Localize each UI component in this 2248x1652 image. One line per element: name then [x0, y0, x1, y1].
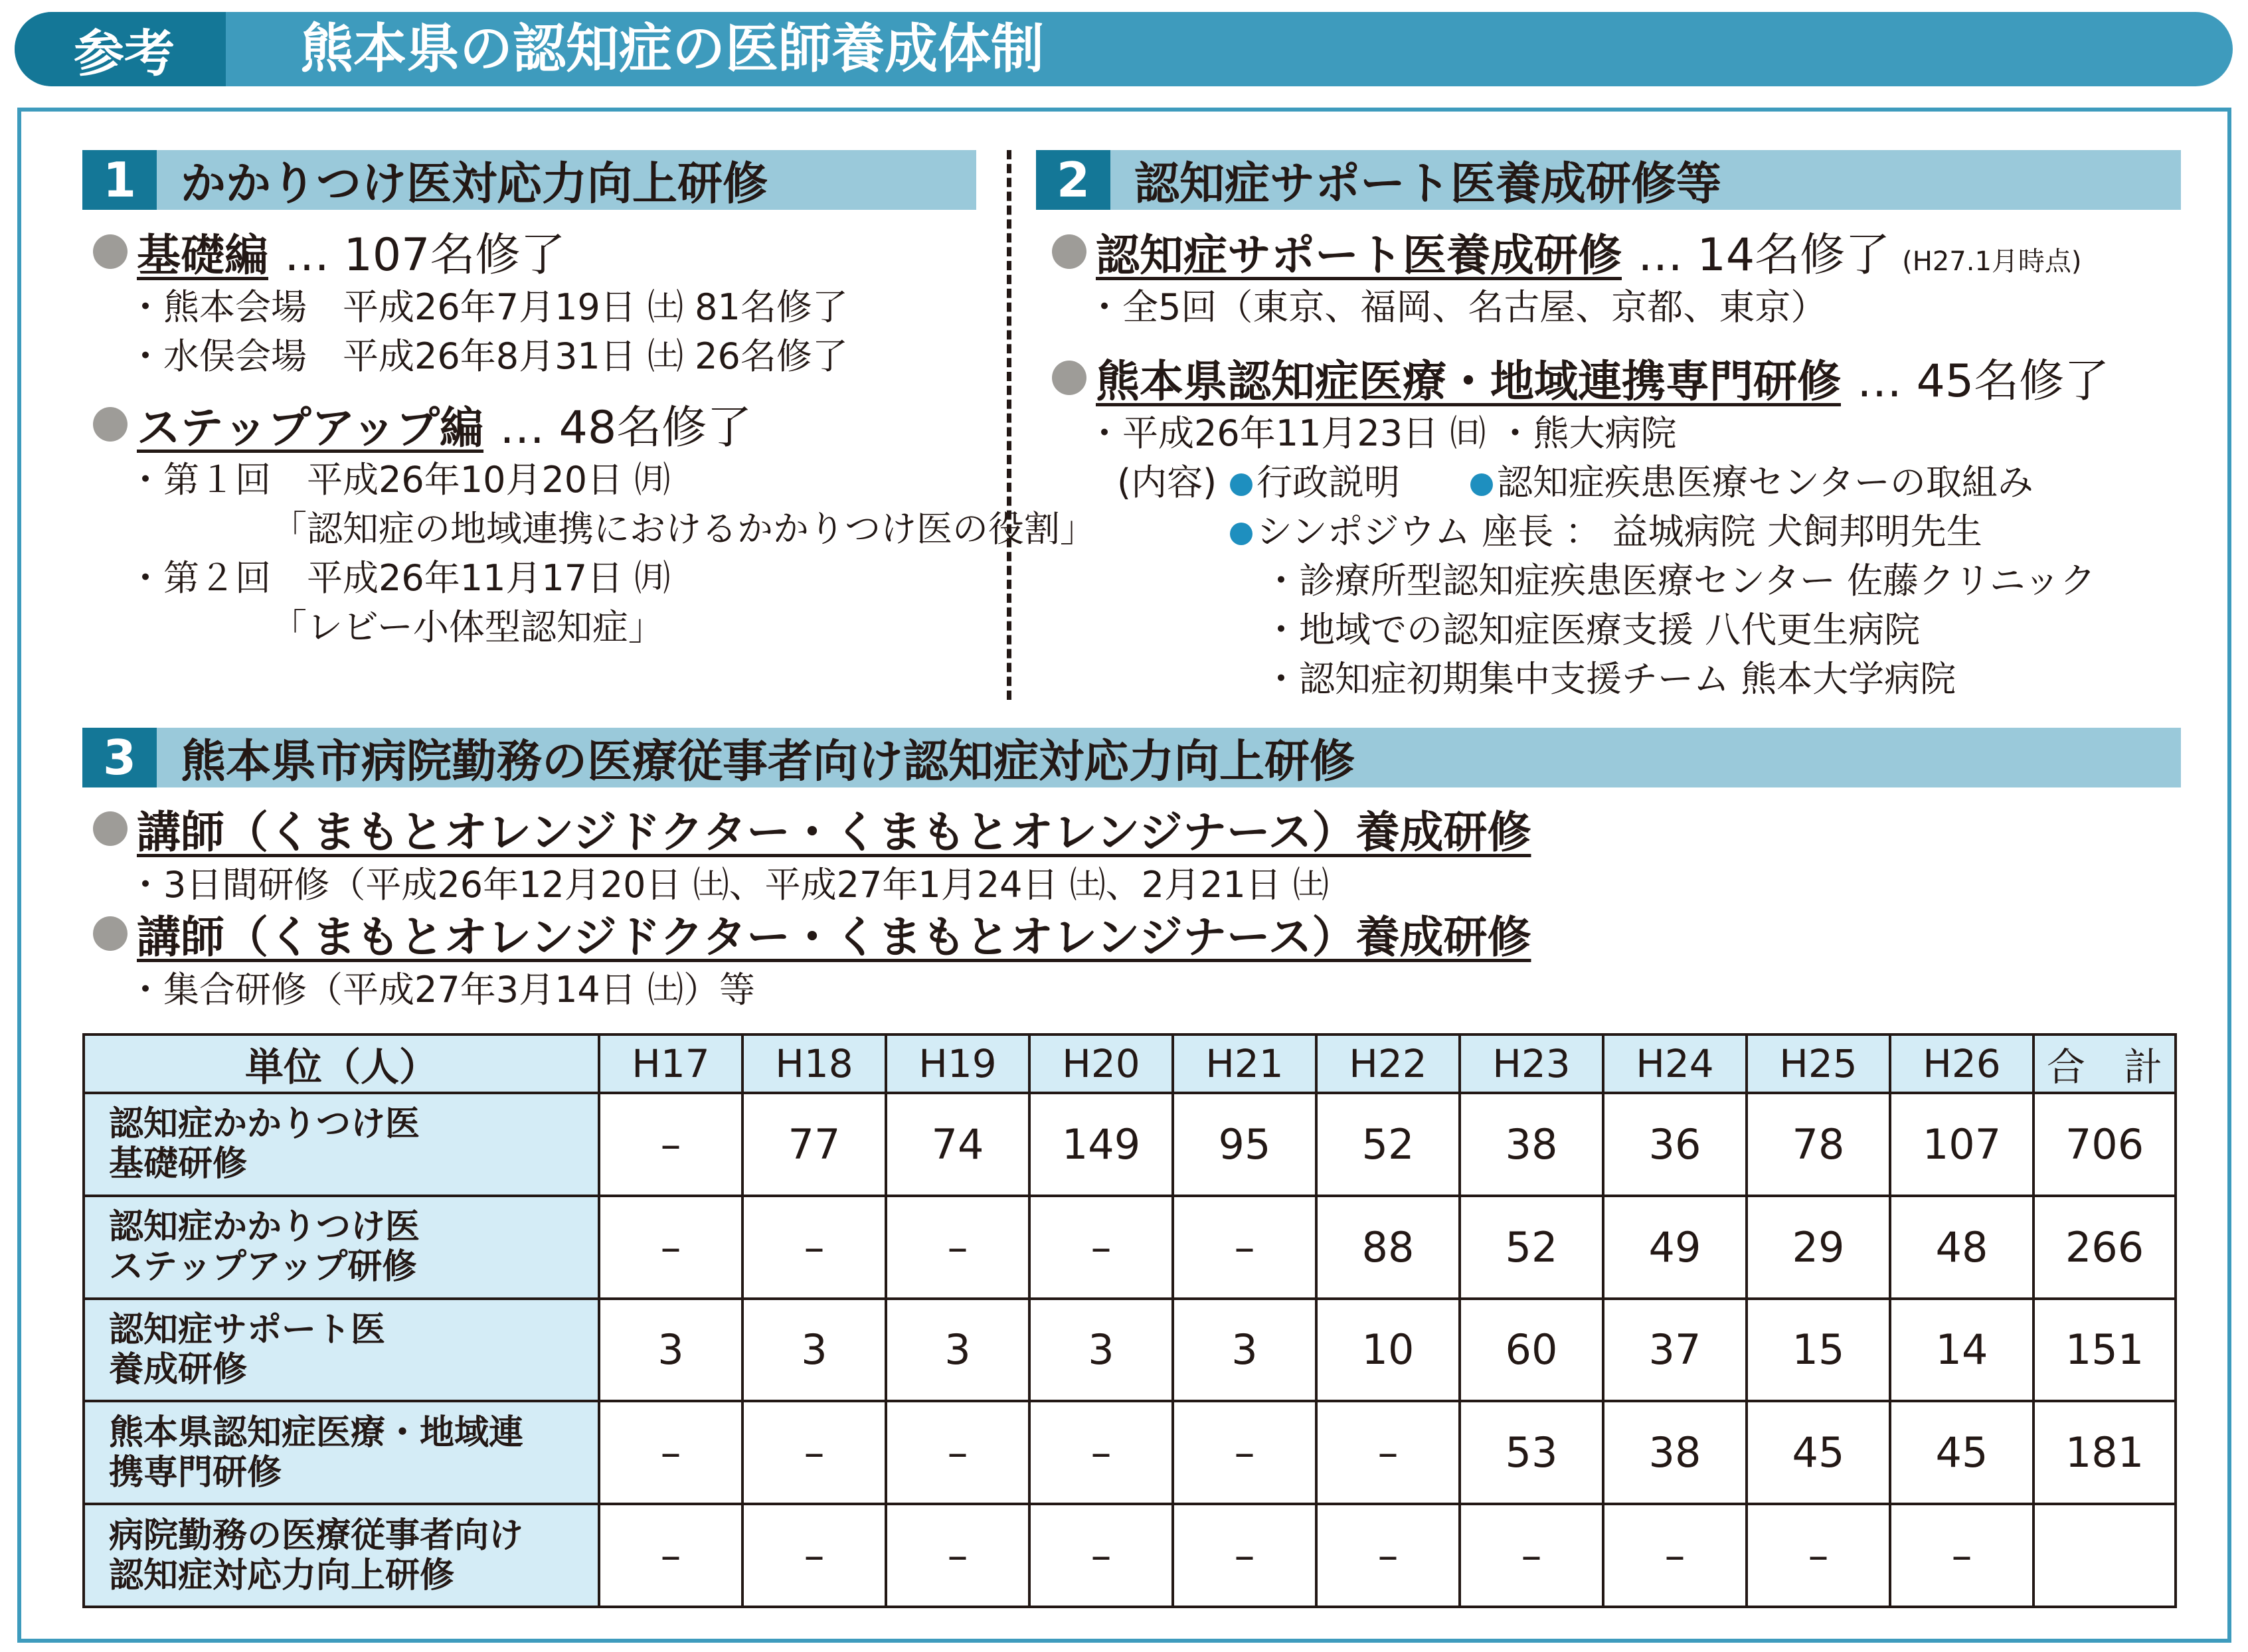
table-cell: – — [599, 1504, 742, 1607]
step-item: 「認知症の地域連携におけるかかりつけ医の役割」 — [271, 508, 1096, 550]
step-heading: ステップアップ編 — [137, 402, 484, 454]
kiso-heading-line — [93, 219, 565, 284]
support-note: (H27.1月時点) — [1902, 246, 2082, 277]
lecturer-heading: 講師（くまもとオレンジドクター・くまもとオレンジナース）養成研修 — [137, 912, 1531, 963]
table-cell: 149 — [1029, 1093, 1173, 1196]
table-cell: – — [886, 1401, 1029, 1504]
support-count: … 14名修了 — [1638, 229, 1891, 282]
page-banner — [15, 12, 2233, 86]
column-header: H22 — [1316, 1034, 1460, 1093]
kumamoto-item-text: 認知症疾患医療センターの取組み — [1497, 461, 2033, 503]
kumamoto-item-text: 行政説明 — [1256, 461, 1400, 503]
kumamoto-item — [1230, 503, 1982, 554]
step-item: 「レビー小体型認知症」 — [271, 606, 664, 648]
table-cell: 151 — [2033, 1299, 2176, 1402]
table-cell: 14 — [1890, 1299, 2033, 1402]
bullet-dot-icon — [1052, 361, 1086, 395]
support-heading-line — [1052, 219, 2082, 284]
step-count: … 48名修了 — [499, 402, 752, 454]
table-cell: 3 — [599, 1299, 742, 1402]
kiso-item: ・水俣会場 平成26年8月31日 ㈯ 26名修了 — [128, 335, 848, 377]
table-cell: 38 — [1460, 1093, 1603, 1196]
step-heading-line — [93, 392, 752, 456]
table-cell: 74 — [886, 1093, 1029, 1196]
table-cell: – — [1029, 1504, 1173, 1607]
column-header: H26 — [1890, 1034, 2033, 1093]
table-cell: 15 — [1747, 1299, 1890, 1402]
table-cell: 48 — [1890, 1196, 2033, 1299]
bullet-dot-icon — [1052, 234, 1086, 269]
table-header-row — [84, 1034, 2176, 1093]
lecturer-heading-line — [93, 797, 1531, 860]
table-cell: – — [886, 1504, 1029, 1607]
table-cell: – — [599, 1093, 742, 1196]
kiso-heading: 基礎編 — [137, 230, 268, 281]
bullet-dot-icon — [93, 234, 128, 269]
table-cell: 52 — [1460, 1196, 1603, 1299]
kumamoto-item — [1470, 454, 2033, 505]
column-header: H20 — [1029, 1034, 1173, 1093]
table-body — [84, 1093, 2176, 1607]
kiso-count: … 107名修了 — [284, 229, 566, 282]
table-cell: 3 — [1029, 1299, 1173, 1402]
row-label: 認知症かかりつけ医 基礎研修 — [84, 1093, 599, 1196]
section-3-number: 3 — [82, 728, 157, 787]
table-cell: 3 — [886, 1299, 1029, 1402]
table-row — [84, 1299, 2176, 1402]
column-divider — [1007, 150, 1011, 700]
table-cell: 3 — [1173, 1299, 1316, 1402]
section-1-number: 1 — [82, 150, 157, 210]
step-item: ・第１回 平成26年10月20日 ㈪ — [128, 459, 671, 501]
table-cell: 77 — [742, 1093, 886, 1196]
column-header: H24 — [1603, 1034, 1747, 1093]
kumamoto-heading-line — [1052, 345, 2109, 410]
table-cell: – — [1173, 1504, 1316, 1607]
row-label: 認知症サポート医 養成研修 — [84, 1299, 599, 1402]
table-cell: 3 — [742, 1299, 886, 1402]
row-label: 病院勤務の医療従事者向け 認知症対応力向上研修 — [84, 1504, 599, 1607]
banner-tag: 参考 — [15, 12, 226, 86]
bullet-dot-icon — [93, 811, 128, 846]
column-header: H23 — [1460, 1034, 1603, 1093]
kumamoto-item — [1230, 454, 1400, 505]
blue-dot-icon — [1230, 473, 1253, 496]
blue-dot-icon — [1470, 473, 1493, 496]
lecturer-detail: ・3日間研修（平成26年12月20日 ㈯、平成27年1月24日 ㈯、2月21日 ㈯ — [128, 864, 1329, 906]
table-cell: 36 — [1603, 1093, 1747, 1196]
bullet-dot-icon — [93, 916, 128, 951]
support-heading: 認知症サポート医養成研修 — [1096, 230, 1622, 281]
column-header: H18 — [742, 1034, 886, 1093]
table-row — [84, 1093, 2176, 1196]
section-2-title: 認知症サポート医養成研修等 — [1134, 157, 1722, 210]
table-cell: – — [1460, 1504, 1603, 1607]
kumamoto-count: … 45名修了 — [1857, 355, 2110, 408]
table-cell: 88 — [1316, 1196, 1460, 1299]
table-cell: – — [1173, 1196, 1316, 1299]
table-row — [84, 1196, 2176, 1299]
table-cell: 181 — [2033, 1401, 2176, 1504]
table-cell: 60 — [1460, 1299, 1603, 1402]
support-item: ・全5回（東京、福岡、名古屋、京都、東京） — [1086, 286, 1827, 328]
table-cell: 706 — [2033, 1093, 2176, 1196]
kumamoto-subitem: ・診療所型認知症疾患医療センター 佐藤クリニック — [1263, 560, 2096, 602]
table-cell: – — [1173, 1401, 1316, 1504]
table-cell: 49 — [1603, 1196, 1747, 1299]
kumamoto-heading: 熊本県認知症医療・地域連携専門研修 — [1096, 356, 1841, 407]
table-cell: 10 — [1316, 1299, 1460, 1402]
kumamoto-subitem: ・認知症初期集中支援チーム 熊本大学病院 — [1263, 658, 1956, 700]
table-cell: – — [1316, 1401, 1460, 1504]
column-header: 合 計 — [2033, 1034, 2176, 1093]
row-label: 熊本県認知症医療・地域連 携専門研修 — [84, 1401, 599, 1504]
step-item: ・第２回 平成26年11月17日 ㈪ — [128, 557, 671, 599]
column-header: H19 — [886, 1034, 1029, 1093]
table-cell: – — [1747, 1504, 1890, 1607]
table-cell: 78 — [1747, 1093, 1890, 1196]
unit-header: 単位（人） — [84, 1034, 599, 1093]
kumamoto-content-label: (内容) — [1117, 461, 1217, 503]
table-cell: 95 — [1173, 1093, 1316, 1196]
section-2-header — [1036, 150, 2181, 210]
column-header: H25 — [1747, 1034, 1890, 1093]
table-cell: – — [1029, 1401, 1173, 1504]
table-cell: – — [742, 1196, 886, 1299]
table-cell: – — [1316, 1504, 1460, 1607]
blue-dot-icon — [1230, 523, 1253, 545]
table-cell: 266 — [2033, 1196, 2176, 1299]
section-3-header — [82, 728, 2181, 787]
table-row — [84, 1504, 2176, 1607]
table-cell: – — [1029, 1196, 1173, 1299]
table-cell: 38 — [1603, 1401, 1747, 1504]
table-cell: 37 — [1603, 1299, 1747, 1402]
section-1-title: かかりつけ医対応力向上研修 — [181, 157, 768, 210]
column-header: H17 — [599, 1034, 742, 1093]
lecturer-heading: 講師（くまもとオレンジドクター・くまもとオレンジナース）養成研修 — [137, 807, 1531, 858]
table-cell: 107 — [1890, 1093, 2033, 1196]
table-cell: – — [1603, 1504, 1747, 1607]
table-cell: – — [1890, 1504, 2033, 1607]
table-cell: – — [742, 1504, 886, 1607]
section-2-number: 2 — [1036, 150, 1110, 210]
table-cell: 53 — [1460, 1401, 1603, 1504]
table-cell: – — [599, 1196, 742, 1299]
section-3-title: 熊本県市病院勤務の医療従事者向け認知症対応力向上研修 — [181, 735, 1355, 787]
lecturer-heading-line — [93, 902, 1531, 965]
table-cell: 45 — [1747, 1401, 1890, 1504]
table-cell: 52 — [1316, 1093, 1460, 1196]
table-cell: 29 — [1747, 1196, 1890, 1299]
lecturer-detail: ・集合研修（平成27年3月14日 ㈯）等 — [128, 969, 755, 1011]
column-header: H21 — [1173, 1034, 1316, 1093]
kumamoto-date: ・平成26年11月23日 ㈰ ・熊大病院 — [1086, 412, 1677, 454]
table-cell: – — [886, 1196, 1029, 1299]
kumamoto-item-text: シンポジウム 座長 ： 益城病院 犬飼邦明先生 — [1256, 511, 1982, 552]
training-table — [82, 1033, 2177, 1608]
kumamoto-subitem: ・地域での認知症医療支援 八代更生病院 — [1263, 609, 1921, 651]
section-1-header — [82, 150, 976, 210]
bullet-dot-icon — [93, 407, 128, 442]
page-title: 熊本県の認知症の医師養成体制 — [300, 18, 1044, 80]
table-cell: 45 — [1890, 1401, 2033, 1504]
row-label: 認知症かかりつけ医 ステップアップ研修 — [84, 1196, 599, 1299]
table-row — [84, 1401, 2176, 1504]
table-cell: – — [742, 1401, 886, 1504]
table-cell: – — [599, 1401, 742, 1504]
kiso-item: ・熊本会場 平成26年7月19日 ㈯ 81名修了 — [128, 286, 848, 328]
table-cell — [2033, 1504, 2176, 1607]
